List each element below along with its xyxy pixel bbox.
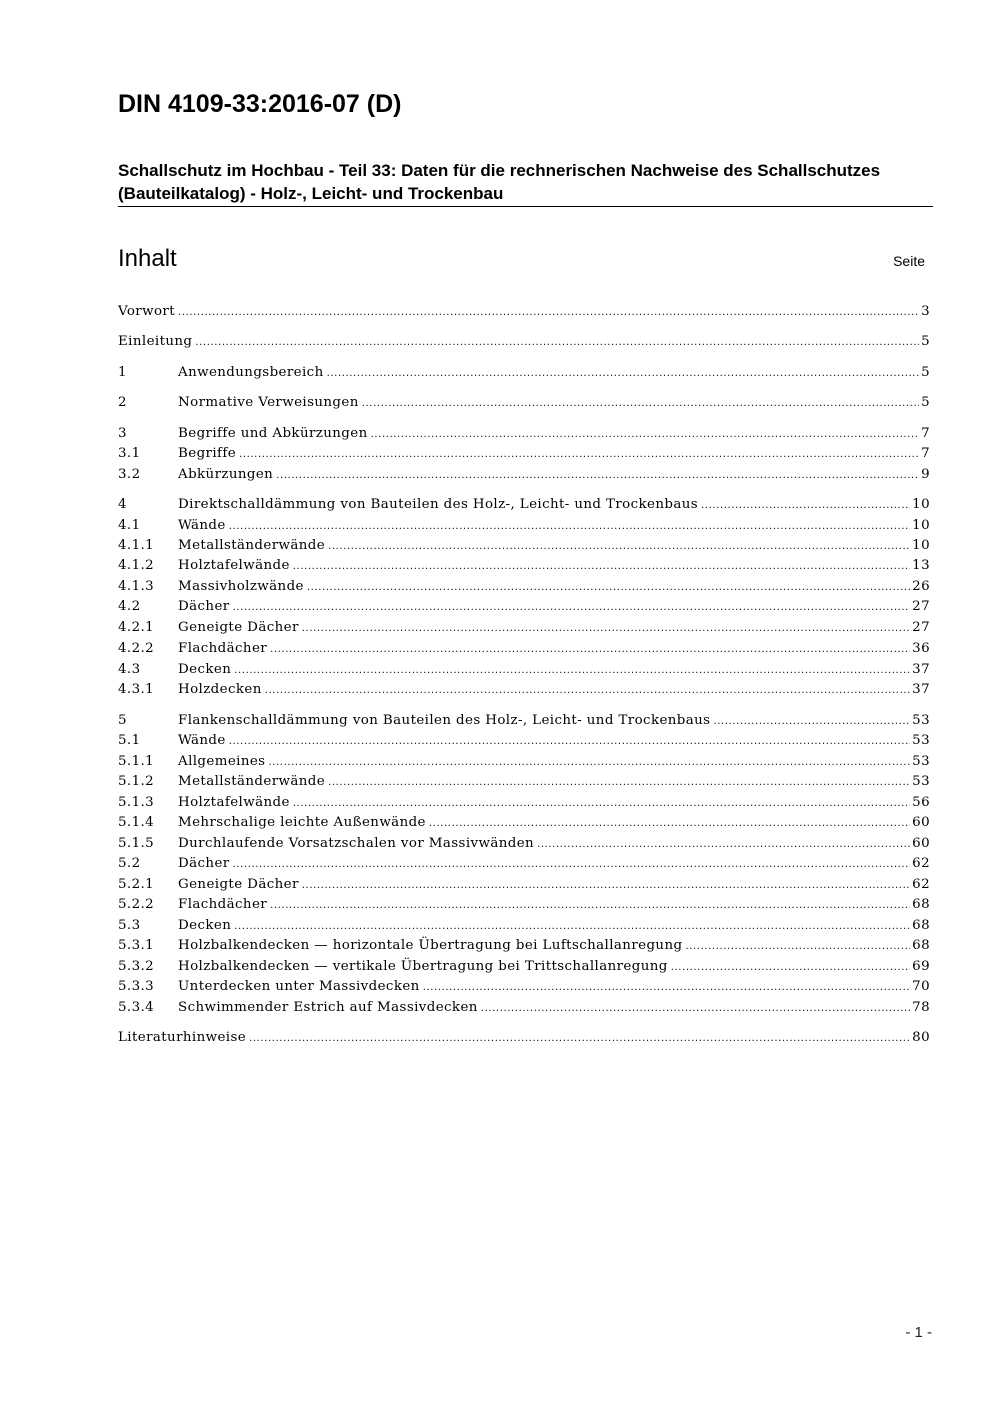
toc-entry-number: 5 <box>118 713 127 728</box>
toc-leader-dots <box>233 855 911 875</box>
toc-entry-number: 4.1.2 <box>118 558 155 573</box>
toc-entry-number: 4.2.1 <box>118 620 155 635</box>
toc-leader-dots <box>362 394 919 414</box>
toc-entry-number: 4.1 <box>118 518 141 533</box>
toc-leader-dots <box>481 999 910 1019</box>
toc-leader-dots <box>270 640 910 660</box>
toc-entry[interactable] <box>118 660 930 680</box>
toc-entry-number: 4.2.2 <box>118 641 155 656</box>
toc-entry-page: 53 <box>912 713 930 728</box>
toc-entry-title: Flankenschalldämmung von Bauteilen des Holz-, Leicht- und Trockenbaus <box>178 713 711 728</box>
toc-entry-page: 69 <box>912 959 930 974</box>
toc-entry-page: 60 <box>912 836 930 851</box>
toc-entry-title: Holzbalkendecken — horizontale Übertragung bei Luftschallanregung <box>178 938 683 953</box>
toc-leader-dots <box>328 537 910 557</box>
toc-entry[interactable] <box>118 813 930 833</box>
toc-entry-number: 5.2 <box>118 856 141 871</box>
toc-leader-dots <box>178 303 919 323</box>
toc-entry[interactable] <box>118 577 930 597</box>
toc-entry-number: 4.1.1 <box>118 538 155 553</box>
toc-entry[interactable] <box>118 495 930 515</box>
toc-leader-dots <box>302 619 910 639</box>
toc-entry-page: 62 <box>912 877 930 892</box>
toc-leader-dots <box>276 466 919 486</box>
toc-entry[interactable] <box>118 752 930 772</box>
toc-entry-page: 78 <box>912 1000 930 1015</box>
toc-entry-page: 10 <box>912 497 930 512</box>
toc-entry-number: 4.2 <box>118 599 141 614</box>
toc-entry-title: Schwimmender Estrich auf Massivdecken <box>178 1000 478 1015</box>
toc-entry-page: 80 <box>912 1030 930 1045</box>
toc-entry[interactable] <box>118 957 930 977</box>
toc-entry-title: Dächer <box>178 856 230 871</box>
toc-entry-title: Holzdecken <box>178 682 262 697</box>
toc-entry-page: 7 <box>921 446 930 461</box>
toc-leader-dots <box>233 598 911 618</box>
toc-entry-title: Begriffe und Abkürzungen <box>178 426 368 441</box>
toc-leader-dots <box>423 978 910 998</box>
toc-entry[interactable] <box>118 916 930 936</box>
toc-entry-title: Direktschalldämmung von Bauteilen des Holz-, Leicht- und Trockenbaus <box>178 497 699 512</box>
toc-entry-title: Begriffe <box>178 446 237 461</box>
toc-leader-dots <box>701 496 910 516</box>
toc-leader-dots <box>268 753 910 773</box>
toc-entry-title: Geneigte Dächer <box>178 620 299 635</box>
toc-entry-page: 5 <box>921 395 930 410</box>
toc-leader-dots <box>229 732 910 752</box>
toc-leader-dots <box>229 517 910 537</box>
toc-entry-page: 10 <box>912 538 930 553</box>
toc-entry[interactable] <box>118 772 930 792</box>
toc-leader-dots <box>234 661 910 681</box>
toc-entry-page: 13 <box>912 558 930 573</box>
toc-entry-page: 27 <box>912 620 930 635</box>
toc-leader-dots <box>307 578 910 598</box>
toc-entry-title: Vorwort <box>118 304 176 319</box>
toc-leader-dots <box>537 835 910 855</box>
toc-entry[interactable] <box>118 1028 930 1048</box>
toc-entry-number: 5.1.5 <box>118 836 155 851</box>
toc-entry[interactable] <box>118 465 930 485</box>
toc-entry-title: Wände <box>178 733 226 748</box>
toc-entry-number: 5.1 <box>118 733 141 748</box>
toc-entry-number: 5.3.3 <box>118 979 155 994</box>
toc-entry-title: Normative Verweisungen <box>178 395 359 410</box>
toc-entry-number: 4 <box>118 497 127 512</box>
toc-entry-page: 9 <box>921 467 930 482</box>
toc-entry-number: 3.2 <box>118 467 141 482</box>
toc-entry-number: 5.3.1 <box>118 938 155 953</box>
toc-entry-page: 60 <box>912 815 930 830</box>
toc-entry-number: 5.2.1 <box>118 877 155 892</box>
toc-entry[interactable] <box>118 597 930 617</box>
toc-entry[interactable] <box>118 731 930 751</box>
toc-entry-page: 26 <box>912 579 930 594</box>
toc-leader-dots <box>270 896 910 916</box>
toc-entry[interactable] <box>118 444 930 464</box>
toc-entry-page: 5 <box>921 365 930 380</box>
toc-entry-title: Einleitung <box>118 334 193 349</box>
toc-heading: Inhalt <box>118 245 177 272</box>
toc-entry-number: 3 <box>118 426 127 441</box>
toc-entry-title: Allgemeines <box>178 754 266 769</box>
toc-entry[interactable] <box>118 536 930 556</box>
toc-entry[interactable] <box>118 998 930 1018</box>
toc-entry-page: 68 <box>912 938 930 953</box>
toc-entry-title: Metallständerwände <box>178 538 326 553</box>
toc-entry-title: Holztafelwände <box>178 558 290 573</box>
toc-entry-number: 2 <box>118 395 127 410</box>
toc-entry-page: 10 <box>912 518 930 533</box>
toc-entry-title: Metallständerwände <box>178 774 326 789</box>
toc-leader-dots <box>429 814 910 834</box>
toc-entry[interactable] <box>118 639 930 659</box>
toc-entry-title: Holztafelwände <box>178 795 290 810</box>
toc-entry-title: Flachdächer <box>178 641 268 656</box>
toc-leader-dots <box>713 712 910 732</box>
toc-leader-dots <box>302 876 910 896</box>
toc-leader-dots <box>239 445 919 465</box>
toc-entry[interactable] <box>118 332 930 352</box>
toc-entry-title: Literaturhinweise <box>118 1030 247 1045</box>
toc-entry-title: Decken <box>178 918 232 933</box>
toc-entry-page: 36 <box>912 641 930 656</box>
toc-entry[interactable] <box>118 711 930 731</box>
toc-leader-dots <box>234 917 910 937</box>
toc-entry[interactable] <box>118 936 930 956</box>
toc-entry-page: 70 <box>912 979 930 994</box>
title-divider <box>118 206 933 207</box>
toc-entry-number: 5.3 <box>118 918 141 933</box>
toc-entry-number: 5.1.3 <box>118 795 155 810</box>
toc-entry-number: 1 <box>118 365 127 380</box>
toc-entry-page: 68 <box>912 897 930 912</box>
toc-entry-title: Dächer <box>178 599 230 614</box>
toc-leader-dots <box>328 773 910 793</box>
toc-entry-number: 5.2.2 <box>118 897 155 912</box>
toc-entry-number: 5.3.2 <box>118 959 155 974</box>
toc-leader-dots <box>685 937 910 957</box>
toc-leader-dots <box>293 557 910 577</box>
toc-entry-page: 5 <box>921 334 930 349</box>
toc-entry-page: 68 <box>912 918 930 933</box>
toc-entry-title: Massivholzwände <box>178 579 304 594</box>
toc-entry[interactable] <box>118 302 930 322</box>
toc-entry-page: 53 <box>912 754 930 769</box>
toc-entry-title: Holzbalkendecken — vertikale Übertragung bei Trittschallanregung <box>178 959 668 974</box>
toc-entry-page: 3 <box>921 304 930 319</box>
toc-leader-dots <box>671 958 910 978</box>
toc-leader-dots <box>327 364 919 384</box>
toc-entry[interactable] <box>118 793 930 813</box>
toc-entry[interactable] <box>118 834 930 854</box>
toc-entry-title: Flachdächer <box>178 897 268 912</box>
toc-entry-page: 53 <box>912 733 930 748</box>
toc-entry[interactable] <box>118 393 930 413</box>
toc-entry-page: 7 <box>921 426 930 441</box>
toc-leader-dots <box>371 425 919 445</box>
toc-entry-title: Unterdecken unter Massivdecken <box>178 979 420 994</box>
toc-entry[interactable] <box>118 895 930 915</box>
toc-entry[interactable] <box>118 424 930 444</box>
toc-entry-title: Mehrschalige leichte Außenwände <box>178 815 426 830</box>
toc-entry-title: Abkürzungen <box>178 467 274 482</box>
toc-entry-number: 3.1 <box>118 446 141 461</box>
toc-entry-title: Durchlaufende Vorsatzschalen vor Massivwänden <box>178 836 535 851</box>
toc-entry-page: 62 <box>912 856 930 871</box>
toc-entry-title: Anwendungsbereich <box>178 365 324 380</box>
toc-page-column-label: Seite <box>893 253 925 269</box>
toc-entry[interactable] <box>118 977 930 997</box>
page-number: - 1 - <box>905 1324 932 1341</box>
toc-entry[interactable] <box>118 680 930 700</box>
toc-entry-page: 37 <box>912 682 930 697</box>
toc-leader-dots <box>293 794 910 814</box>
toc-entry-number: 5.3.4 <box>118 1000 155 1015</box>
toc-leader-dots <box>265 681 910 701</box>
toc-entry-page: 27 <box>912 599 930 614</box>
toc-entry[interactable] <box>118 618 930 638</box>
toc-entry[interactable] <box>118 875 930 895</box>
toc-entry-page: 56 <box>912 795 930 810</box>
toc-entry-number: 4.3 <box>118 662 141 677</box>
toc-entry[interactable] <box>118 854 930 874</box>
toc-entry-number: 4.3.1 <box>118 682 155 697</box>
toc-entry-number: 5.1.1 <box>118 754 155 769</box>
toc-entry-number: 5.1.4 <box>118 815 155 830</box>
toc-entry[interactable] <box>118 556 930 576</box>
toc-entry-title: Decken <box>178 662 232 677</box>
toc-entry-number: 5.1.2 <box>118 774 155 789</box>
toc-entry-number: 4.1.3 <box>118 579 155 594</box>
document-title: DIN 4109-33:2016-07 (D) <box>118 90 402 118</box>
document-subtitle: Schallschutz im Hochbau - Teil 33: Daten für die rechnerischen Nachweise des Schallschutzes (Bauteilkatalog) - Holz-, Leicht- und Trockenbau <box>118 161 881 203</box>
toc-entry-title: Geneigte Dächer <box>178 877 299 892</box>
toc-entry-page: 53 <box>912 774 930 789</box>
toc-entry[interactable] <box>118 516 930 536</box>
toc-entry-title: Wände <box>178 518 226 533</box>
toc-entry[interactable] <box>118 363 930 383</box>
toc-entry-page: 37 <box>912 662 930 677</box>
toc-leader-dots <box>195 333 919 353</box>
toc-leader-dots <box>249 1029 910 1049</box>
